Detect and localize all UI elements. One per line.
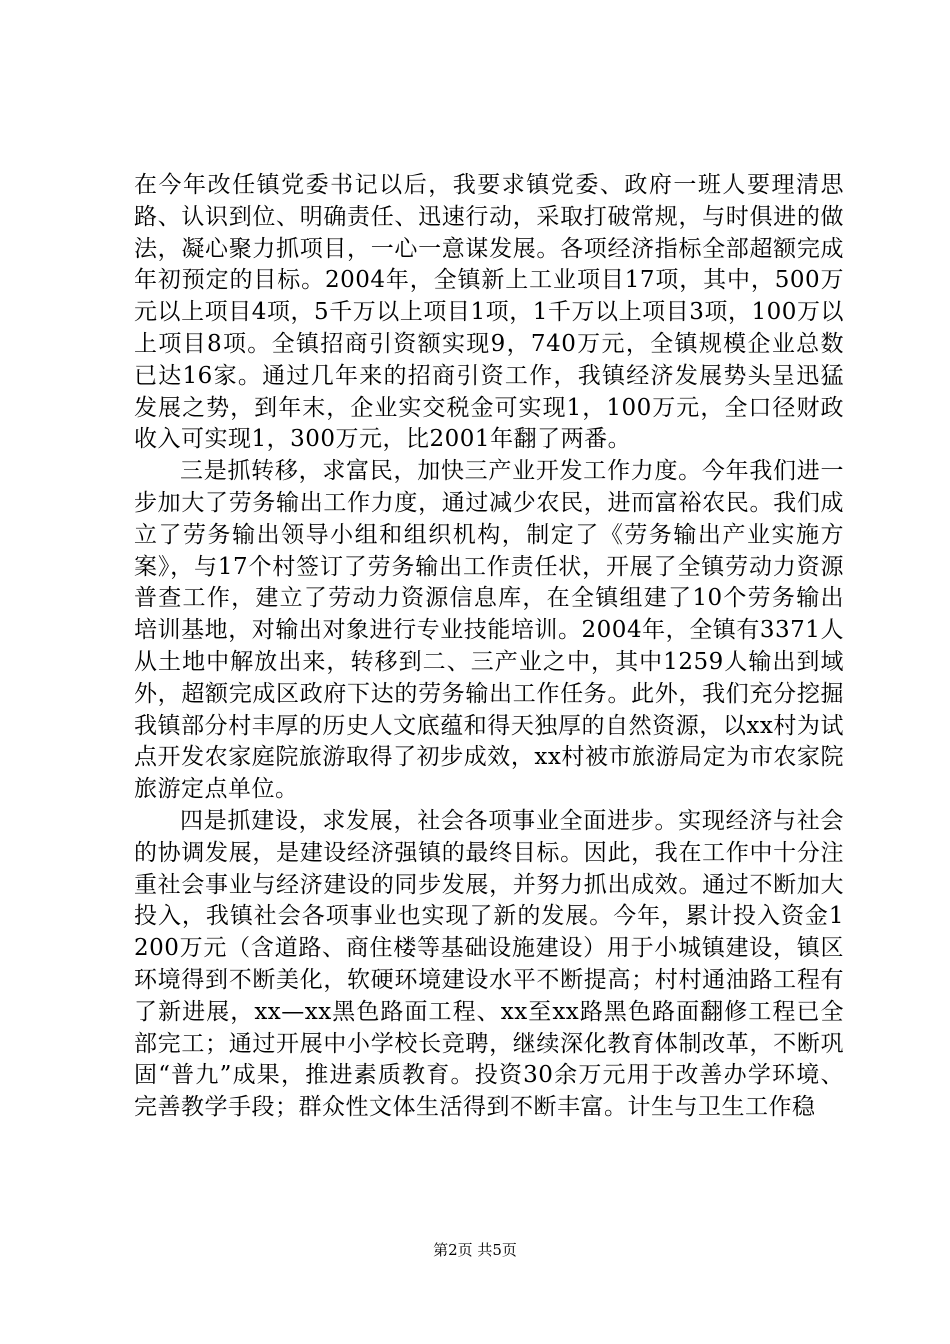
paragraph-social-development: 四是抓建设，求发展，社会各项事业全面进步。实现经济与社会的协调发展，是建设经济强镇的最终目标。因此，我在工作中十分注重社会事业与经济建设的同步发展，并努力抓出成效。通过不断加大投入，我镇社会各项事业也实现了新的发展。今年，累计投入资金1200万元（含道路、商住楼等基础设施建设）用于小城镇建设，镇区环境得到不断美化，软硬环境建设水平不断提高；村村通油路工程有了新进展，xx—xx黑色路面工程、xx至xx路黑色路面翻修工程已全部完工；通过开展中小学校长竞聘，继续深化教育体制改革，不断巩固“普九”成果，推进素质教育。投资30余万元用于改善办学环境、完善教学手段；群众性文体生活得到不断丰富。计生与卫生工作稳: [134, 807, 844, 1121]
document-body: [134, 170, 844, 1124]
paragraph-labor-transfer: 三是抓转移，求富民，加快三产业开发工作力度。今年我们进一步加大了劳务输出工作力度，通过减少农民，进而富裕农民。我们成立了劳务输出领导小组和组织机构，制定了《劳务输出产业实施方案》，与17个村签订了劳务输出工作责任状，开展了全镇劳动力资源普查工作，建立了劳动力资源信息库，在全镇组建了10个劳务输出培训基地，对输出对象进行专业技能培训。2004年，全镇有3371人从土地中解放出来，转移到二、三产业之中，其中1259人输出到域外，超额完成区政府下达的劳务输出工作任务。此外，我们充分挖掘我镇部分村丰厚的历史人文底蕴和得天独厚的自然资源，以xx村为试点开发农家庭院旅游取得了初步成效，xx村被市旅游局定为市农家院旅游定点单位。: [134, 458, 844, 803]
page-number-label: 第2页 共5页: [433, 1241, 517, 1259]
paragraph-project-results: 在今年改任镇党委书记以后，我要求镇党委、政府一班人要理清思路、认识到位、明确责任、迅速行动，采取打破常规，与时俱进的做法，凝心聚力抓项目，一心一意谋发展。各项经济指标全部超额完成年初预定的目标。2004年，全镇新上工业项目17项，其中，500万元以上项目4项，5千万以上项目1项，1千万以上项目3项，100万以上项目8项。全镇招商引资额实现9，740万元，全镇规模企业总数已达16家。通过几年来的招商引资工作，我镇经济发展势头呈迅猛发展之势，到年末，企业实交税金可实现1，100万元，全口径财政收入可实现1，300万元，比2001年翻了两番。: [134, 172, 844, 453]
page-footer: [0, 1240, 950, 1260]
